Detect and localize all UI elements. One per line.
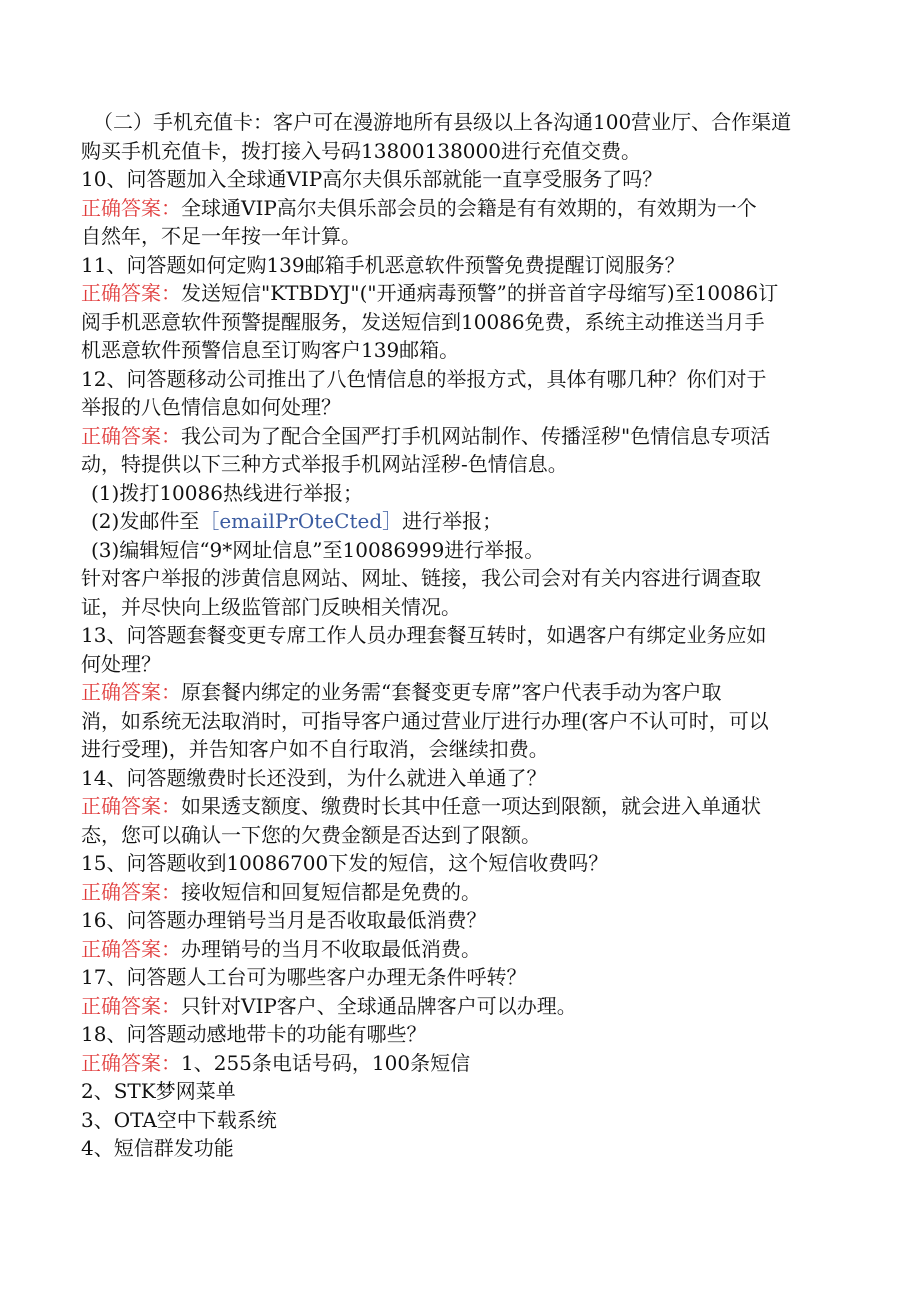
- answer-label: 正确答案：: [81, 195, 181, 220]
- report-method-2-prefix: (2)发邮件至: [91, 509, 200, 533]
- answer-12-line-2: 动，特提供以下三种方式举报手机网站淫秽-色情信息。: [81, 452, 568, 476]
- question-16: 16、问答题办理销号当月是否收取最低消费？: [81, 908, 487, 932]
- answer-18-text: 1、255条电话号码，100条短信: [181, 1050, 471, 1075]
- answer-14-text: 如果透支额度、缴费时长其中任意一项达到限额，就会进入单通状: [181, 794, 761, 818]
- answer-label: 正确答案：: [81, 794, 181, 818]
- answer-11-line-2: 阅手机恶意软件预警提醒服务，发送短信到10086免费，系统主动推送当月手: [81, 309, 765, 334]
- answer-11-line-3: 机恶意软件预警信息至订购客户139邮箱。: [81, 338, 460, 362]
- answer-11-text: 发送短信"KTBDYJ"("开通病毒预警”的拼音首字母缩写)至10086订: [181, 281, 779, 305]
- protected-email-link[interactable]: ［emailPrOteCted］: [199, 509, 403, 533]
- feature-item-4: 4、短信群发功能: [81, 1136, 234, 1160]
- answer-label: 正确答案：: [81, 879, 181, 904]
- question-12-line-1: 12、问答题移动公司推出了八色情信息的举报方式，具体有哪几种？你们对于: [81, 366, 767, 391]
- report-method-3: (3)编辑短信“9*网址信息”至10086999进行举报。: [91, 537, 545, 562]
- answer-15-text: 接收短信和回复短信都是免费的。: [181, 879, 481, 904]
- q9-tail-line-1: （二）手机充值卡：客户可在漫游地所有县级以上各沟通100营业厅、合作渠道: [93, 110, 792, 134]
- answer-17: [81, 992, 841, 1021]
- document-content: [81, 108, 841, 1163]
- answer-13-line-3: 进行受理)，并告知客户如不自行取消，会继续扣费。: [81, 737, 549, 761]
- question-14: 14、问答题缴费时长还没到，为什么就进入单通了？: [81, 765, 547, 790]
- answer-16: [81, 935, 841, 964]
- answer-label: 正确答案：: [81, 680, 181, 704]
- q12-tail-line-1: 针对客户举报的涉黄信息网站、网址、链接，我公司会对有关内容进行调查取: [81, 566, 761, 590]
- answer-label: 正确答案：: [81, 993, 181, 1018]
- answer-10-line-2: 自然年，不足一年按一年计算。: [81, 224, 361, 248]
- answer-17-text: 只针对VIP客户、全球通品牌客户可以办理。: [181, 993, 577, 1018]
- question-18: 18、问答题动感地带卡的功能有哪些？: [81, 1022, 427, 1046]
- question-13-line-2: 何处理？: [81, 651, 161, 676]
- answer-13-line-1: [81, 678, 841, 707]
- question-10: 10、问答题加入全球通VIP高尔夫俱乐部就能一直享受服务了吗？: [81, 167, 663, 191]
- answer-10-line-1: [81, 194, 841, 223]
- answer-11-line-1: [81, 279, 841, 308]
- answer-14-line-1: [81, 792, 841, 821]
- answer-12-line-1: [81, 422, 841, 451]
- answer-label: 正确答案：: [81, 423, 181, 448]
- answer-label: 正确答案：: [81, 1050, 181, 1075]
- question-13-line-1: 13、问答题套餐变更专席工作人员办理套餐互转时，如遇客户有绑定业务应如: [81, 623, 767, 647]
- question-17: 17、问答题人工台可为哪些客户办理无条件呼转？: [81, 965, 527, 989]
- answer-15: [81, 878, 841, 907]
- question-15: 15、问答题收到10086700下发的短信，这个短信收费吗？: [81, 851, 609, 875]
- answer-13-text: 原套餐内绑定的业务需“套餐变更专席”客户代表手动为客户取: [181, 680, 722, 704]
- q12-tail-line-2: 证，并尽快向上级监管部门反映相关情况。: [81, 594, 461, 619]
- answer-label: 正确答案：: [81, 936, 181, 961]
- answer-13-line-2: 消，如系统无法取消时，可指导客户通过营业厅进行办理(客户不认可时，可以: [81, 708, 769, 733]
- report-method-1: (1)拨打10086热线进行举报；: [91, 480, 363, 505]
- report-method-2: [81, 507, 841, 536]
- answer-16-text: 办理销号的当月不收取最低消费。: [181, 936, 481, 961]
- q9-tail-line-2: 购买手机充值卡，拨打接入号码13800138000进行充值交费。: [81, 138, 641, 163]
- feature-item-2: 2、STK梦网菜单: [81, 1079, 236, 1103]
- question-11: 11、问答题如何定购139邮箱手机恶意软件预警免费提醒订阅服务？: [81, 252, 685, 277]
- feature-item-3: 3、OTA空中下载系统: [81, 1107, 277, 1132]
- answer-label: 正确答案：: [81, 281, 181, 305]
- answer-14-line-2: 态，您可以确认一下您的欠费金额是否达到了限额。: [81, 822, 541, 847]
- question-12-line-2: 举报的八色情信息如何处理？: [81, 395, 341, 419]
- answer-18: [81, 1049, 841, 1078]
- report-method-2-suffix: 进行举报；: [402, 509, 503, 533]
- answer-10-text: 全球通VIP高尔夫俱乐部会员的会籍是有有效期的，有效期为一个: [181, 195, 757, 220]
- answer-12-text: 我公司为了配合全国严打手机网站制作、传播淫秽"色情信息专项活: [181, 423, 771, 448]
